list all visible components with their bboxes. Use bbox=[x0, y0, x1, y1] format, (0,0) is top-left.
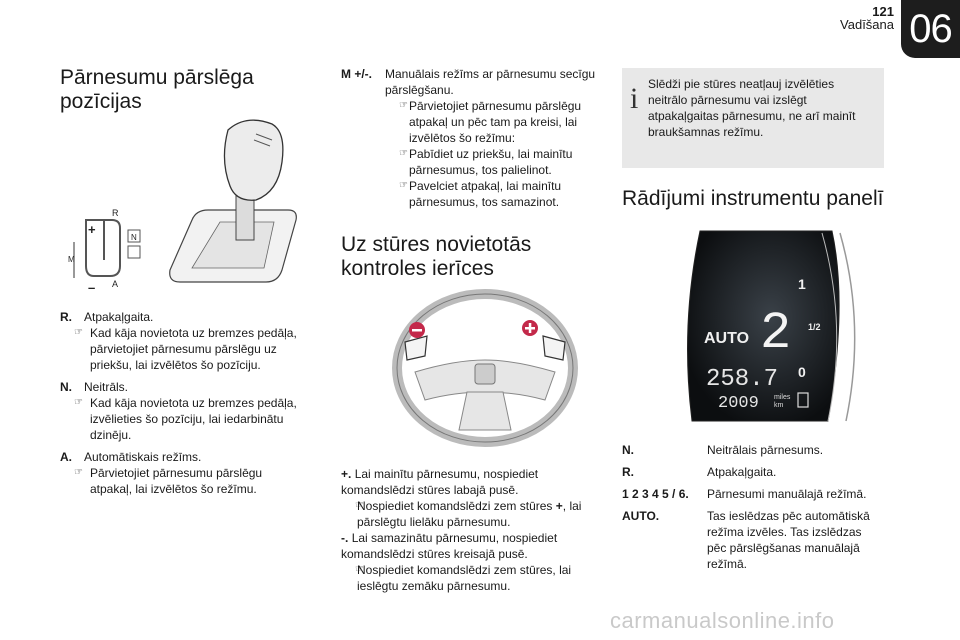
chapter-tab: 06 bbox=[901, 0, 960, 58]
gear-selector-figure bbox=[60, 110, 310, 300]
manual-bullet: ☞ Pabīdiet uz priekšu, lai mainītu pārnesumus, tos palielinot. bbox=[385, 146, 596, 178]
dash-odometer: 2009 bbox=[718, 394, 759, 413]
figure-label-minus: – bbox=[88, 280, 96, 295]
item-text: Atpakaļgaita. bbox=[84, 310, 154, 324]
chapter-name: Vadīšana bbox=[840, 17, 894, 32]
dash-unit-km: km bbox=[774, 402, 784, 409]
manual-bullet: ☞ Pavelciet atpakaļ, lai mainītu pārnesumus, tos samazinot. bbox=[385, 178, 596, 210]
plus-bullet-symbol: + bbox=[555, 499, 563, 513]
legend-row bbox=[622, 464, 884, 480]
dash-scale-half: 1/2 bbox=[808, 322, 821, 332]
section-title-gear-positions: Pārnesumu pārslēga pozīcijas bbox=[60, 66, 254, 113]
gear-positions-list bbox=[60, 309, 305, 503]
manual-mode-block bbox=[341, 66, 596, 210]
item-bullet: ☞ Kad kāja novietota uz bremzes pedāļa, izvēlieties šo pozīciju, lai iedarbinātu dzinēju. bbox=[60, 395, 305, 443]
list-item bbox=[60, 379, 305, 443]
figure-label-m: M bbox=[68, 255, 75, 264]
section-title-instrument-panel: Rādījumi instrumentu panelī bbox=[622, 187, 884, 210]
legend-value: Atpakaļgaita. bbox=[707, 465, 777, 479]
figure-label-plus: + bbox=[88, 222, 96, 237]
instrument-panel-figure bbox=[622, 225, 884, 425]
plus-bullet-text-a: Nospiediet komandslēdzi zem stūres bbox=[357, 499, 556, 513]
dash-speed: 258.7 bbox=[706, 366, 779, 393]
dash-gear: 2 bbox=[760, 304, 792, 363]
dash-mode: AUTO bbox=[704, 330, 750, 347]
legend-value: Pārnesumi manuālajā režīmā. bbox=[707, 487, 867, 501]
page-number: 121 bbox=[872, 4, 894, 19]
dash-scale-1: 1 bbox=[798, 276, 806, 292]
item-bullet: ☞ Kad kāja novietota uz bremzes pedāļa, pārvietojiet pārnesumu pārslēgu uz priekšu, lai izvēlētos šo pozīciju. bbox=[60, 325, 305, 373]
info-icon: i bbox=[630, 82, 639, 115]
manual-mode-text: Manuālais režīms ar pārnesumu secīgu pārslēgšanu. bbox=[385, 67, 596, 97]
minus-text: Lai samazinātu pārnesumu, nospiediet komandslēdzi stūres kreisajā pusē. bbox=[341, 531, 558, 561]
plus-bullet bbox=[341, 498, 599, 530]
figure-label-n: N bbox=[131, 233, 137, 242]
legend-key: AUTO. bbox=[622, 509, 660, 523]
info-box bbox=[622, 68, 884, 168]
minus-bullet: ☞ Nospiediet komandslēdzi zem stūres, lai ieslēgtu zemāku pārnesumu. bbox=[341, 562, 599, 594]
item-key: A. bbox=[60, 450, 72, 464]
info-text: Slēdži pie stūres neatļauj izvēlēties neitrālo pārnesumu vai izslēgt atpakaļgaitas pārnesumu, ne arī mainīt braukšamnas režīmu. bbox=[648, 77, 856, 139]
item-key: R. bbox=[60, 310, 72, 324]
steering-wheel-figure bbox=[385, 280, 595, 450]
legend-key: 1 2 3 4 5 / 6. bbox=[622, 487, 689, 501]
indicator-legend bbox=[622, 442, 884, 578]
list-item bbox=[60, 309, 305, 373]
plus-key: +. bbox=[341, 467, 352, 481]
item-bullet: ☞ Pārvietojiet pārnesumu pārslēgu atpakaļ, lai izvēlētos šo režīmu. bbox=[60, 465, 305, 497]
legend-row bbox=[622, 442, 884, 458]
legend-value: Neitrālais pārnesums. bbox=[707, 443, 824, 457]
minus-key: -. bbox=[341, 531, 349, 545]
item-text: Neitrāls. bbox=[84, 380, 129, 394]
plus-text: Lai mainītu pārnesumu, nospiediet komandslēdzi stūres labajā pusē. bbox=[341, 467, 539, 497]
item-text: Automātiskais režīms. bbox=[84, 450, 202, 464]
manual-bullet: ☞ Pārvietojiet pārnesumu pārslēgu atpakaļ un pēc tam pa kreisi, lai izvēlētos šo režīmu: bbox=[385, 98, 596, 146]
manual-mode-key: M +/-. bbox=[341, 67, 373, 81]
legend-key: N. bbox=[622, 443, 634, 457]
dash-scale-0: 0 bbox=[798, 364, 806, 380]
item-key: N. bbox=[60, 380, 72, 394]
dash-unit-miles: miles bbox=[774, 394, 791, 401]
plus-bullet-text-c: , lai pārslēgtu lielāku pārnesumu. bbox=[357, 499, 582, 529]
figure-label-r: R bbox=[112, 208, 119, 218]
figure-label-a: A bbox=[112, 279, 119, 289]
legend-value: Tas ieslēdzas pēc automātiskā režīma izvēles. Tas izslēdzas pēc pārslēgšanas manuālajā režīmā. bbox=[707, 509, 870, 571]
watermark: carmanualsonline.info bbox=[610, 608, 835, 633]
section-title-steering-controls: Uz stūres novietotās kontroles ierīces bbox=[341, 233, 532, 280]
legend-key: R. bbox=[622, 465, 634, 479]
legend-row bbox=[622, 508, 884, 572]
list-item bbox=[60, 449, 305, 497]
legend-row bbox=[622, 486, 884, 502]
steering-controls-text bbox=[341, 466, 599, 594]
